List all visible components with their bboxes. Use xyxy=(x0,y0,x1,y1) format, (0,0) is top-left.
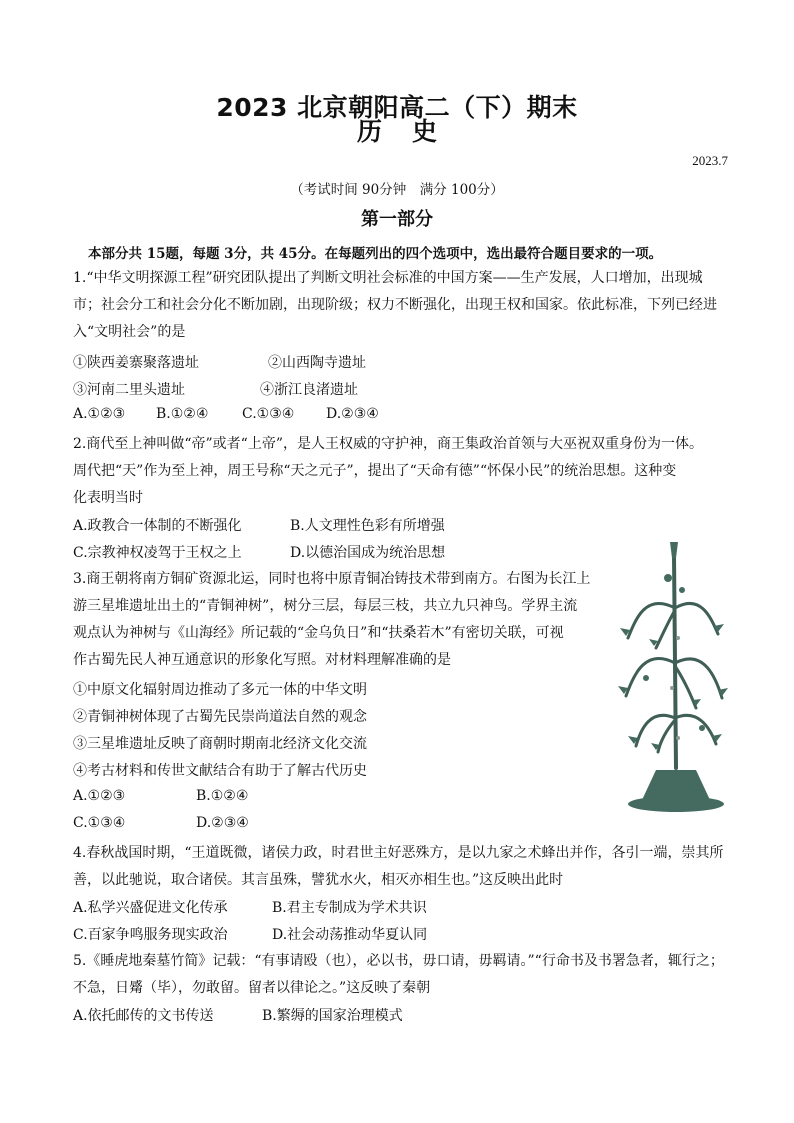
q5-stem-line: 5.《睡虎地秦墓竹简》记载：“有事请殴（也），必以书，毋口请，毋羁请。”“行命书及书署急者，辄行之； xyxy=(73,953,724,969)
q1-item: ①陕西姜寨聚落遗址 xyxy=(73,355,199,371)
q2-option-b: B.人文理性色彩有所增强 xyxy=(290,518,445,534)
q3-stem-line: 游三星堆遗址出土的“青铜神树”，树分三层，每层三枝，共立九只神鸟。学界主流 xyxy=(73,598,578,614)
q1-option-c: C.①③④ xyxy=(242,406,295,422)
q2-stem-line: 2.商代至上神叫做“帝”或者“上帝”，是人王权威的守护神，商王集政治首领与大巫祝双重身份为一体。 xyxy=(73,436,703,452)
q1-stem-line: 入“文明社会”的是 xyxy=(73,324,186,340)
exam-subject: 历史 xyxy=(356,117,467,146)
q5-option-b: B.繁缛的国家治理模式 xyxy=(262,1008,403,1024)
q3-item: ①中原文化辐射周边推动了多元一体的中华文明 xyxy=(73,682,367,698)
q1-stem-line: 市；社会分工和社会分化不断加剧，出现阶级；权力不断强化，出现王权和国家。依此标准，下列已经进 xyxy=(73,297,717,313)
q1-option-a: A.①②③ xyxy=(73,406,126,422)
q4-option-d: D.社会动荡推动华夏认同 xyxy=(272,927,428,943)
q3-option-c: C.①③④ xyxy=(73,815,126,831)
q2-option-c: C.宗教神权凌驾于王权之上 xyxy=(73,545,242,561)
q1-option-d: D.②③④ xyxy=(326,406,379,422)
q4-option-a: A.私学兴盛促进文化传承 xyxy=(73,900,228,916)
q3-item: ③三星堆遗址反映了商朝时期南北经济文化交流 xyxy=(73,736,367,752)
q2-option-d: D.以德治国成为统治思想 xyxy=(290,545,446,561)
q3-option-d: D.②③④ xyxy=(196,815,249,831)
q5-stem-line: 不急，日觱（毕），勿敢留。留者以律论之。”这反映了秦朝 xyxy=(73,980,431,996)
exam-info: （考试时间 90分钟 满分 100分） xyxy=(290,182,504,198)
q3-stem-line: 3.商王朝将南方铜矿资源北运，同时也将中原青铜冶铸技术带到南方。右图为长江上 xyxy=(73,571,591,587)
q4-stem-line: 4.春秋战国时期，“王道既微，诸侯力政，时君世主好恶殊方，是以九家之术蜂出并作，各引一端，崇其所 xyxy=(73,845,724,861)
q1-item: ④浙江良渚遗址 xyxy=(260,382,358,398)
q3-item: ④考古材料和传世文献结合有助于了解古代历史 xyxy=(73,763,367,779)
bronze-tree-illustration xyxy=(606,538,736,818)
q1-item: ③河南二里头遗址 xyxy=(73,382,185,398)
q1-option-b: B.①②④ xyxy=(156,406,209,422)
q1-item: ②山西陶寺遗址 xyxy=(268,355,366,371)
q4-option-c: C.百家争鸣服务现实政治 xyxy=(73,927,228,943)
q3-stem-line: 作古蜀先民人神互通意识的形象化写照。对材料理解准确的是 xyxy=(73,652,451,668)
q4-option-b: B.君主专制成为学术共识 xyxy=(272,900,427,916)
part-instruction: 本部分共 15题，每题 3分，共 45分。在每题列出的四个选项中，选出最符合题目要求的一项。 xyxy=(88,246,663,262)
exam-date: 2023.7 xyxy=(692,153,728,168)
q2-stem-line: 周代把“天”作为至上神，周王号称“天之元子”，提出了“天命有德”“怀保小民”的统治思想。这种变 xyxy=(73,463,677,479)
q3-stem-line: 观点认为神树与《山海经》所记载的“金乌负日”和“扶桑若木”有密切关联，可视 xyxy=(73,625,564,641)
exam-title: 2023 北京朝阳高二（下）期末 xyxy=(216,93,578,122)
q3-option-a: A.①②③ xyxy=(73,788,126,804)
q1-stem-line: 1.“中华文明探源工程”研究团队提出了判断文明社会标准的中国方案——生产发展，人口增加，出现城 xyxy=(73,270,703,286)
q5-option-a: A.依托邮传的文书传送 xyxy=(73,1008,214,1024)
part-title: 第一部分 xyxy=(361,209,433,230)
q4-stem-line: 善，以此驰说，取合诸侯。其言虽殊，譬犹水火，相灭亦相生也。”这反映出此时 xyxy=(73,872,564,888)
q3-option-b: B.①②④ xyxy=(196,788,249,804)
q3-item: ②青铜神树体现了古蜀先民崇尚道法自然的观念 xyxy=(73,709,367,725)
q2-stem-line: 化表明当时 xyxy=(73,490,143,506)
q2-option-a: A.政教合一体制的不断强化 xyxy=(73,518,242,534)
